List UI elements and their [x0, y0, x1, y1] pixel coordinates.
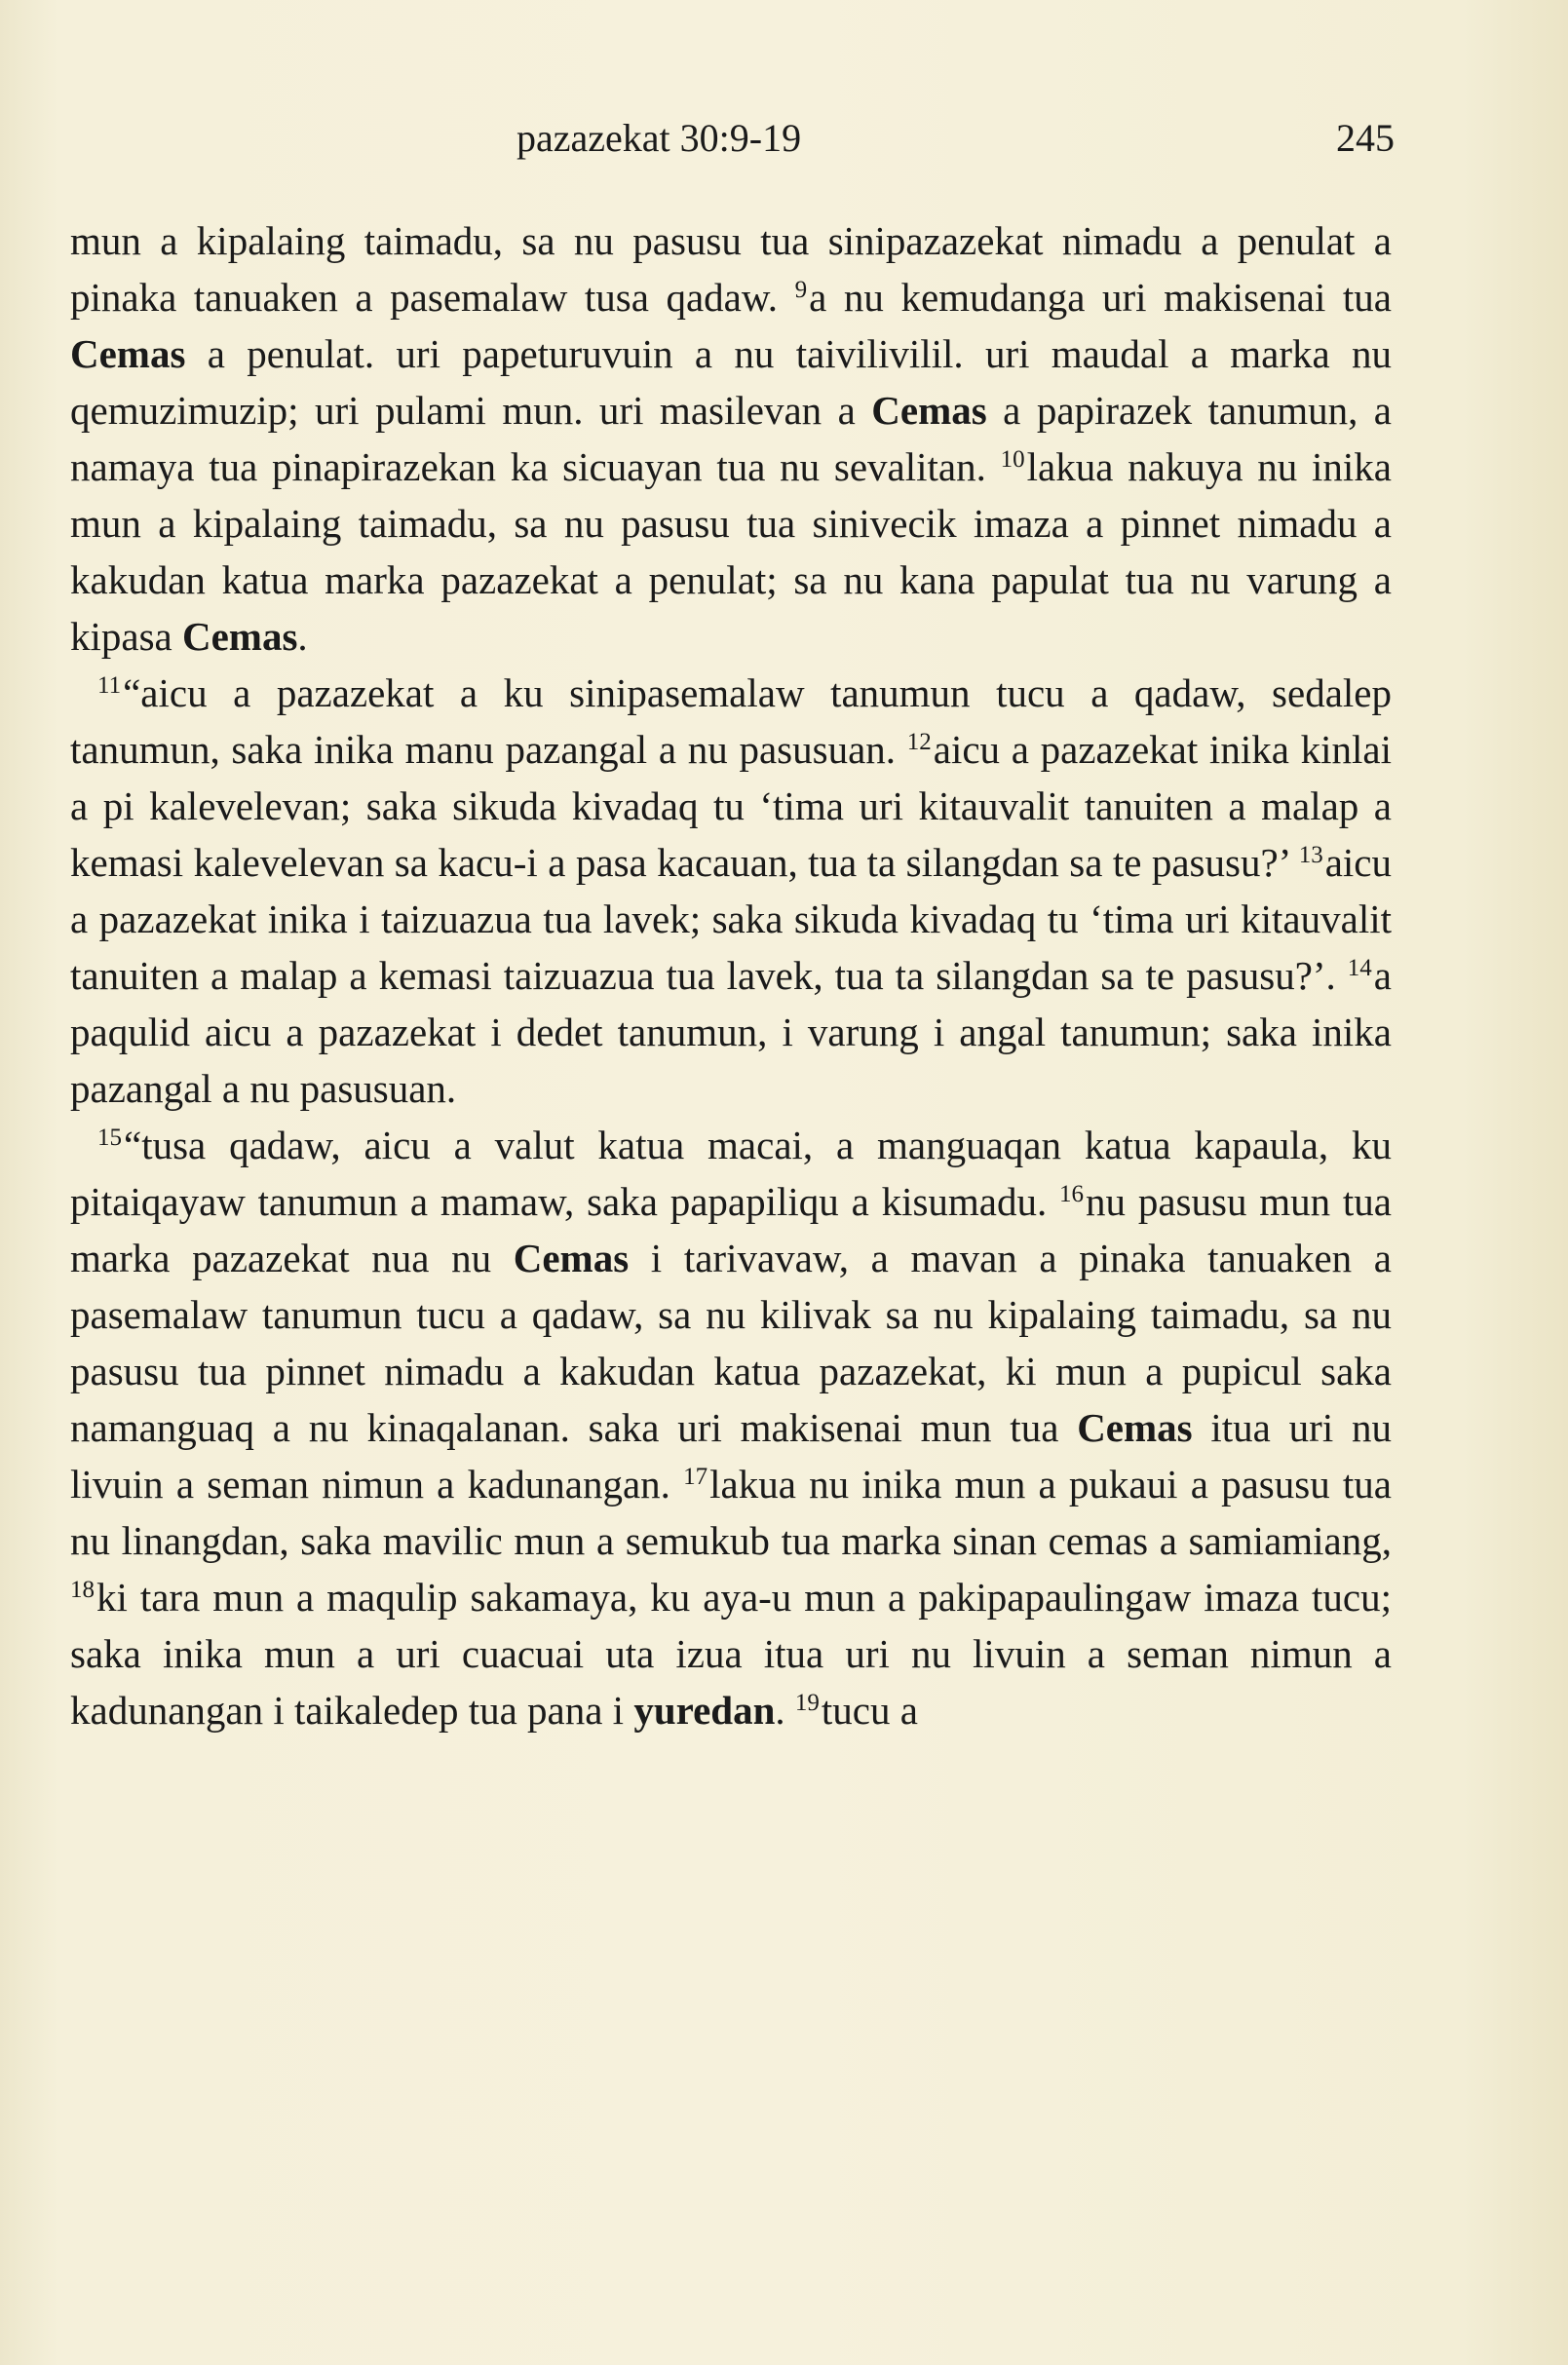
verse-number: 18 — [70, 1577, 95, 1603]
text-run: nu pasusu mun tua marka pazazekat nua nu — [70, 1179, 1393, 1280]
bold-name: Cemas — [1077, 1405, 1193, 1450]
verse-number: 19 — [794, 1690, 820, 1716]
text-run: . — [297, 614, 308, 659]
paragraph — [70, 212, 1392, 665]
text-run: lakua nu inika mun a pukaui a pasusu tua nu linangdan, saka mavilic mun a semukub tua marka sinan cemas a samiamiang, — [70, 1462, 1393, 1563]
text-run: . — [775, 1688, 795, 1733]
bold-name: yuredan — [633, 1688, 776, 1733]
body-text — [70, 212, 1392, 1738]
bold-name: Cemas — [182, 614, 298, 659]
verse-number: 14 — [1347, 955, 1372, 981]
text-run: “tusa qadaw, aicu a valut katua macai, a manguaqan katua kapaula, ku pitaiqayaw tanumun a mamaw, saka papapiliqu a kisumadu. — [70, 1123, 1392, 1224]
verse-number: 11 — [97, 672, 122, 699]
running-title: pazazekat 30:9-19 — [516, 116, 802, 160]
text-run: aicu a pazazekat inika i taizuazua tua lavek; saka sikuda kivadaq tu ‘tima uri kitauvalit tanuiten a malap a kemasi taizuazua tua lavek, tua ta silangdan sa te pasusu?’. — [70, 840, 1392, 998]
text-run: ki tara mun a maqulip sakamaya, ku aya-u mun a pakipapaulingaw imaza tucu; saka inika mun a uri cuacuai uta izua itua uri nu livuin a seman nimun a kadunangan i taikaledep tua pana i — [70, 1575, 1392, 1733]
text-run: a paqulid aicu a pazazekat i dedet tanumun, i varung i angal tanumun; saka inika pazangal a nu pasusuan. — [70, 953, 1392, 1111]
text-run: “aicu a pazazekat a ku sinipasemalaw tanumun tucu a qadaw, sedalep tanumun, saka inika manu pazangal a nu pasusuan. — [70, 670, 1392, 772]
text-run: itua uri nu livuin a seman nimun a kadunangan. — [70, 1405, 1392, 1507]
bold-name: Cemas — [70, 331, 186, 376]
bold-name: Cemas — [513, 1236, 630, 1280]
running-head — [0, 109, 1568, 168]
text-run: tucu a — [821, 1688, 918, 1733]
text-run: mun a kipalaing taimadu, sa nu pasusu tua sinipazazekat nimadu a penulat a pinaka tanuaken a pasemalaw tusa qadaw. — [70, 218, 1392, 320]
page-number: 245 — [1336, 116, 1395, 160]
text-run: i tarivavaw, a mavan a pinaka tanuaken a pasemalaw tanumun tucu a qadaw, sa nu kilivak sa nu kipalaing taimadu, sa nu pasusu tua pinnet nimadu a kakudan katua pazazekat, ki mun a pupicul saka namanguaq a nu kinaqalanan. saka uri makisenai mun tua — [70, 1236, 1392, 1450]
text-run: lakua nakuya nu inika mun a kipalaing taimadu, sa nu pasusu tua sinivecik imaza a pinnet nimadu a kakudan katua marka pazazekat a penulat; sa nu kana papulat tua nu varung a kipasa — [70, 444, 1392, 659]
verse-number: 10 — [1000, 446, 1025, 473]
verse-number: 9 — [794, 277, 808, 303]
verse-number: 16 — [1059, 1181, 1085, 1207]
verse-number: 12 — [906, 729, 932, 755]
bold-name: Cemas — [871, 388, 987, 433]
text-run: aicu a pazazekat inika kinlai a pi kalevelevan; saka sikuda kivadaq tu ‘tima uri kitauvalit tanuiten a malap a kemasi kalevelevan sa kacu-i a pasa kacauan, tua ta silangdan sa te pasusu?’ — [70, 727, 1392, 885]
paragraph — [70, 1117, 1392, 1738]
verse-number: 17 — [683, 1464, 708, 1490]
verse-number: 15 — [97, 1125, 122, 1151]
verse-number: 13 — [1298, 842, 1323, 868]
text-run: a nu kemudanga uri makisenai tua — [809, 275, 1392, 320]
text-run: a papirazek tanumun, a namaya tua pinapirazekan ka sicuayan tua nu sevalitan. — [70, 388, 1392, 489]
text-run: a penulat. uri papeturuvuin a nu taivilivilil. uri maudal a marka nu qemuzimuzip; uri pulami mun. uri masilevan a — [70, 331, 1392, 433]
paragraph — [70, 665, 1392, 1117]
